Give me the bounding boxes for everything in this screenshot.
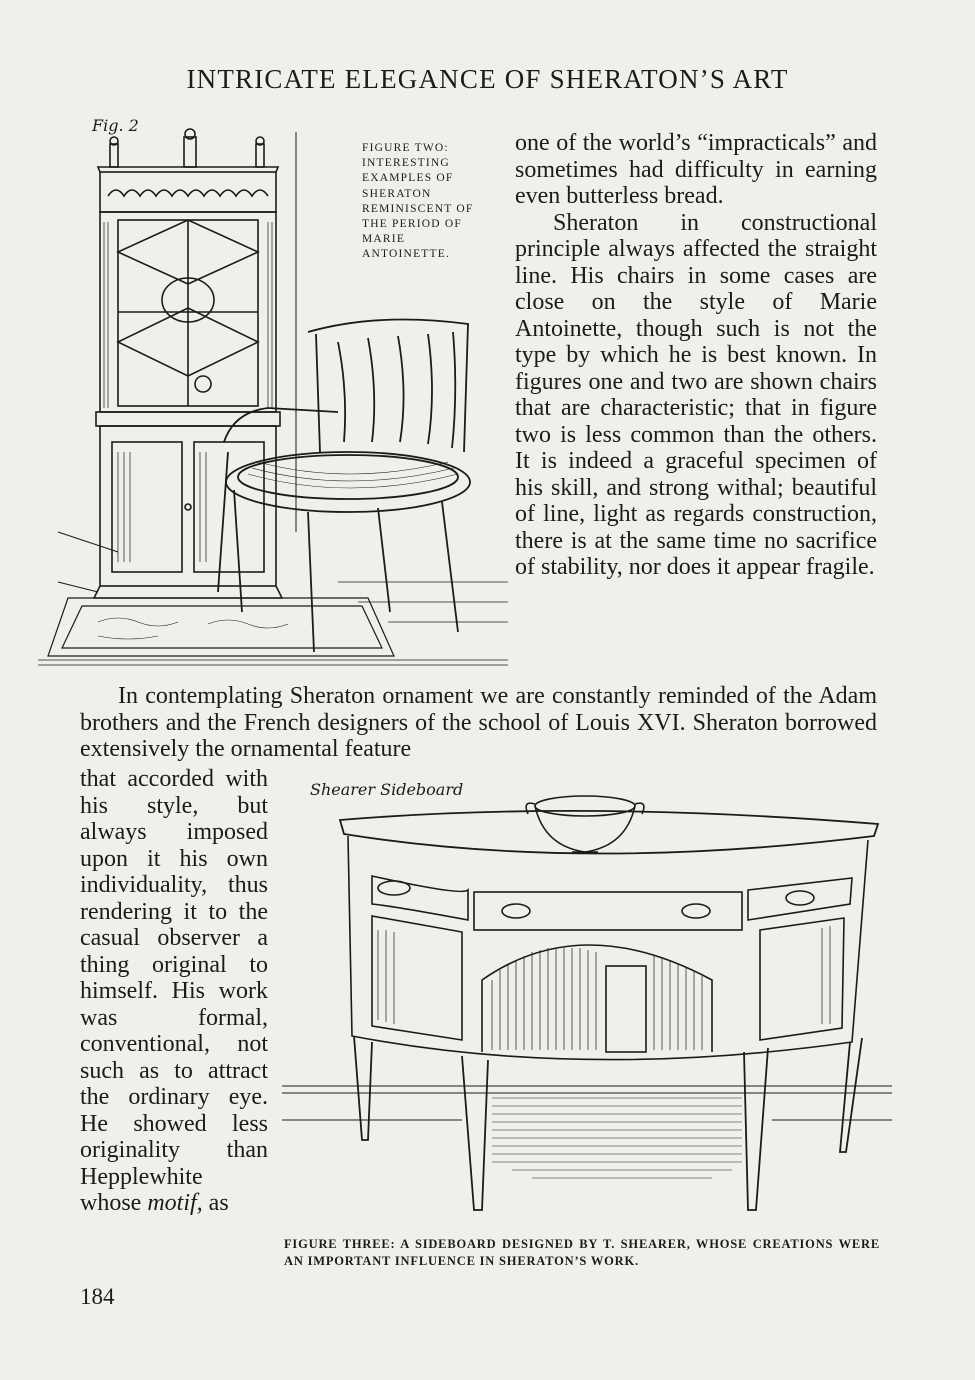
figure-two-caption: FIGURE TWO: INTERESTING EXAMPLES OF SHERATON REMINISCENT OF THE PERIOD OF MARIE ANTOINETTE. bbox=[362, 142, 474, 261]
page-number: 184 bbox=[80, 1284, 115, 1309]
italic-term: motif, bbox=[147, 1190, 203, 1216]
paragraph-end: as bbox=[208, 1190, 229, 1216]
paragraph: Sheraton in constructional principle always affected the straight line. His chairs in some cases are close on the style of Marie Antoinette, though such is not the type by which he is best known. In figures one and two are shown chairs that are characteristic; that in figure two is less common than the others. It is indeed a graceful specimen of his skill, and strong withal; beautiful of line, light as regards construction, there is at the same time no sacrifice of stability, nor does it appear fragile. bbox=[515, 209, 877, 580]
right-column-text bbox=[515, 130, 877, 581]
paragraph: In contemplating Sheraton ornament we are constantly reminded of the Adam brothers and the French designers of the school of Louis XVI. Sheraton borrowed extensively the ornamental feature bbox=[80, 683, 877, 762]
full-width-text bbox=[80, 683, 877, 763]
left-column-text bbox=[80, 766, 268, 1217]
figure-two-label: Fig. 2 bbox=[92, 116, 139, 135]
paragraph bbox=[80, 766, 268, 1217]
page-title: INTRICATE ELEGANCE OF SHERATON’S ART bbox=[186, 64, 789, 94]
paragraph-text: that accorded with his style, but always imposed upon it his own individuality, thus rendering it to the casual observer a thing original to himself. His work was formal, conventional, not such as to attract the ordinary eye. He showed less originality than Hepplewhite whose bbox=[80, 766, 268, 1216]
paragraph: one of the world’s “impracticals” and sometimes had difficulty in earning even butterless bread. bbox=[515, 130, 877, 209]
figure-three-label: Shearer Sideboard bbox=[310, 780, 464, 799]
figure-three-illustration bbox=[282, 780, 892, 1230]
figure-three-caption: FIGURE THREE: A SIDEBOARD DESIGNED BY T. SHEARER, WHOSE CREATIONS WERE AN IMPORTANT INFLUENCE IN SHERATON’S WORK. bbox=[284, 1237, 880, 1268]
